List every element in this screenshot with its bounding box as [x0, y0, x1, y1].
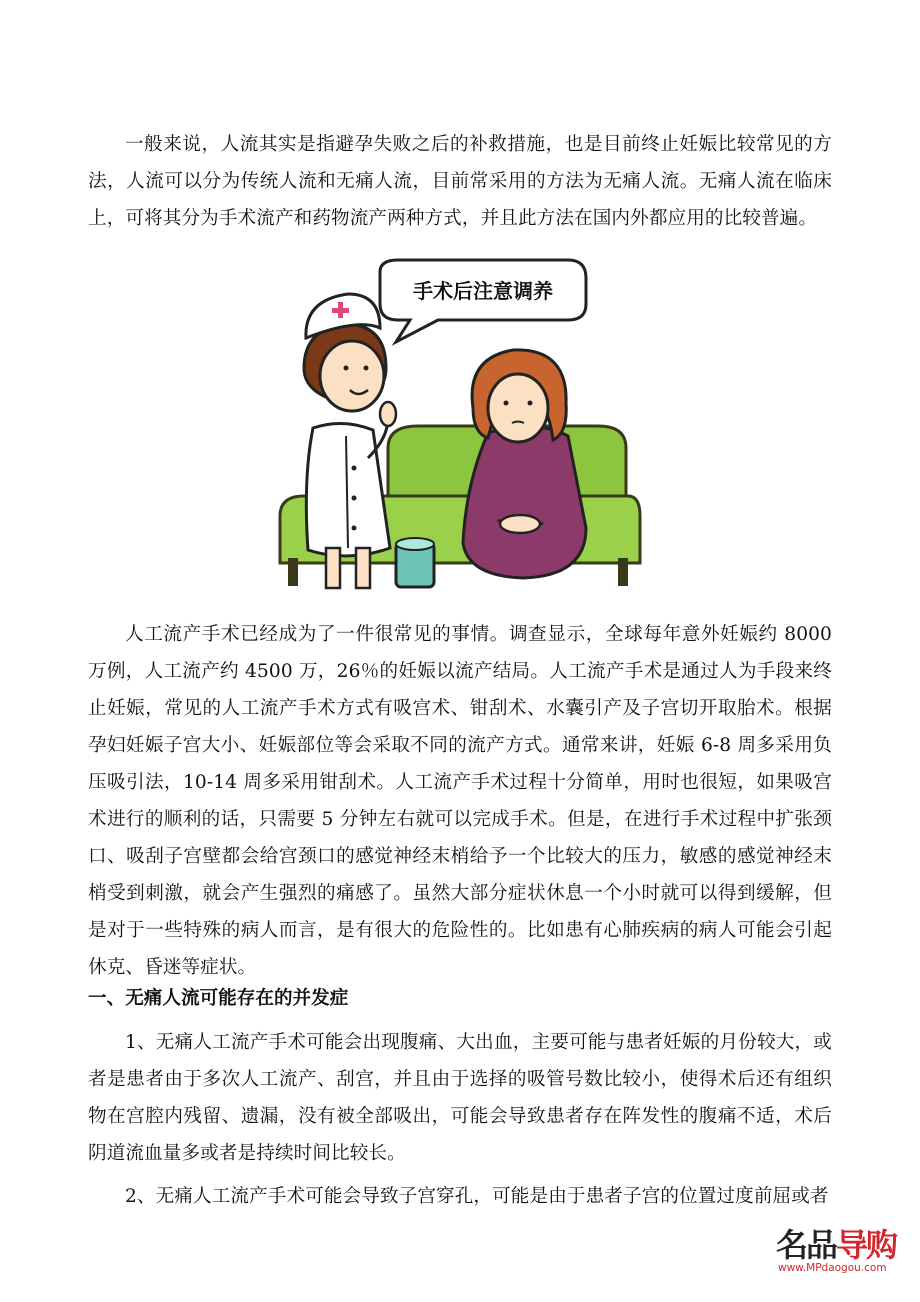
nurse-patient-illustration [268, 258, 650, 592]
watermark-url: www.MPdaogou.com [778, 1262, 887, 1274]
watermark-logo: 名品导购 [776, 1226, 897, 1264]
complication-item-2: 2、无痛人工流产手术可能会导致子宫穿孔，可能是由于患者子宫的位置过度前屈或者 [125, 1186, 829, 1207]
complication-item-1: 1、无痛人工流产手术可能会出现腹痛、大出血，主要可能与患者妊娠的月份较大，或者是患者由于多次人工流产、刮宫，并且由于选择的吸管号数比较小，使得术后还有组织物在宫腔内残留、遗漏，没有被全部吸出，可能会导致患者存在阵发性的腹痛不适，术后阴道流血量多或者是持续时间比较长。 [88, 1032, 832, 1164]
speech-bubble-text: 手术后注意调养 [413, 279, 553, 303]
site-watermark [776, 1220, 906, 1286]
section-heading-complications: 一、无痛人流可能存在的并发症 [88, 988, 349, 1009]
intro-paragraph: 一般来说，人流其实是指避孕失败之后的补救措施，也是目前终止妊娠比较常见的方法，人流可以分为传统人流和无痛人流，目前常采用的方法为无痛人流。无痛人流在临床上，可将其分为手术流产和药物流产两种方式，并且此方法在国内外都应用的比较普遍。 [88, 134, 832, 229]
statistics-paragraph: 人工流产手术已经成为了一件很常见的事情。调查显示，全球每年意外妊娠约 8000 万例，人工流产约 4500 万，26％的妊娠以流产结局。人工流产手术是通过人为手段来终止妊娠，常见的人工流产手术方式有吸宫术、钳刮术、水囊引产及子宫切开取胎术。根据孕妇妊娠子宫大小、妊娠部位等会采取不同的流产方式。通常来讲，妊娠 6-8 周多采用负压吸引法，10-14 周多采用钳刮术。人工流产手术过程十分简单，用时也很短，如果吸宫术进行的顺利的话，只需要 5 分钟左右就可以完成手术。但是，在进行手术过程中扩张颈口、吸刮子宫壁都会给宫颈口的感觉神经末梢给予一个比较大的压力，敏感的感觉神经末梢受到刺激，就会产生强烈的痛感了。虽然大部分症状休息一个小时就可以得到缓解，但是对于一些特殊的病人而言，是有很大的危险性的。比如患有心肺疾病的病人可能会引起休克、昏迷等症状。 [88, 624, 832, 978]
